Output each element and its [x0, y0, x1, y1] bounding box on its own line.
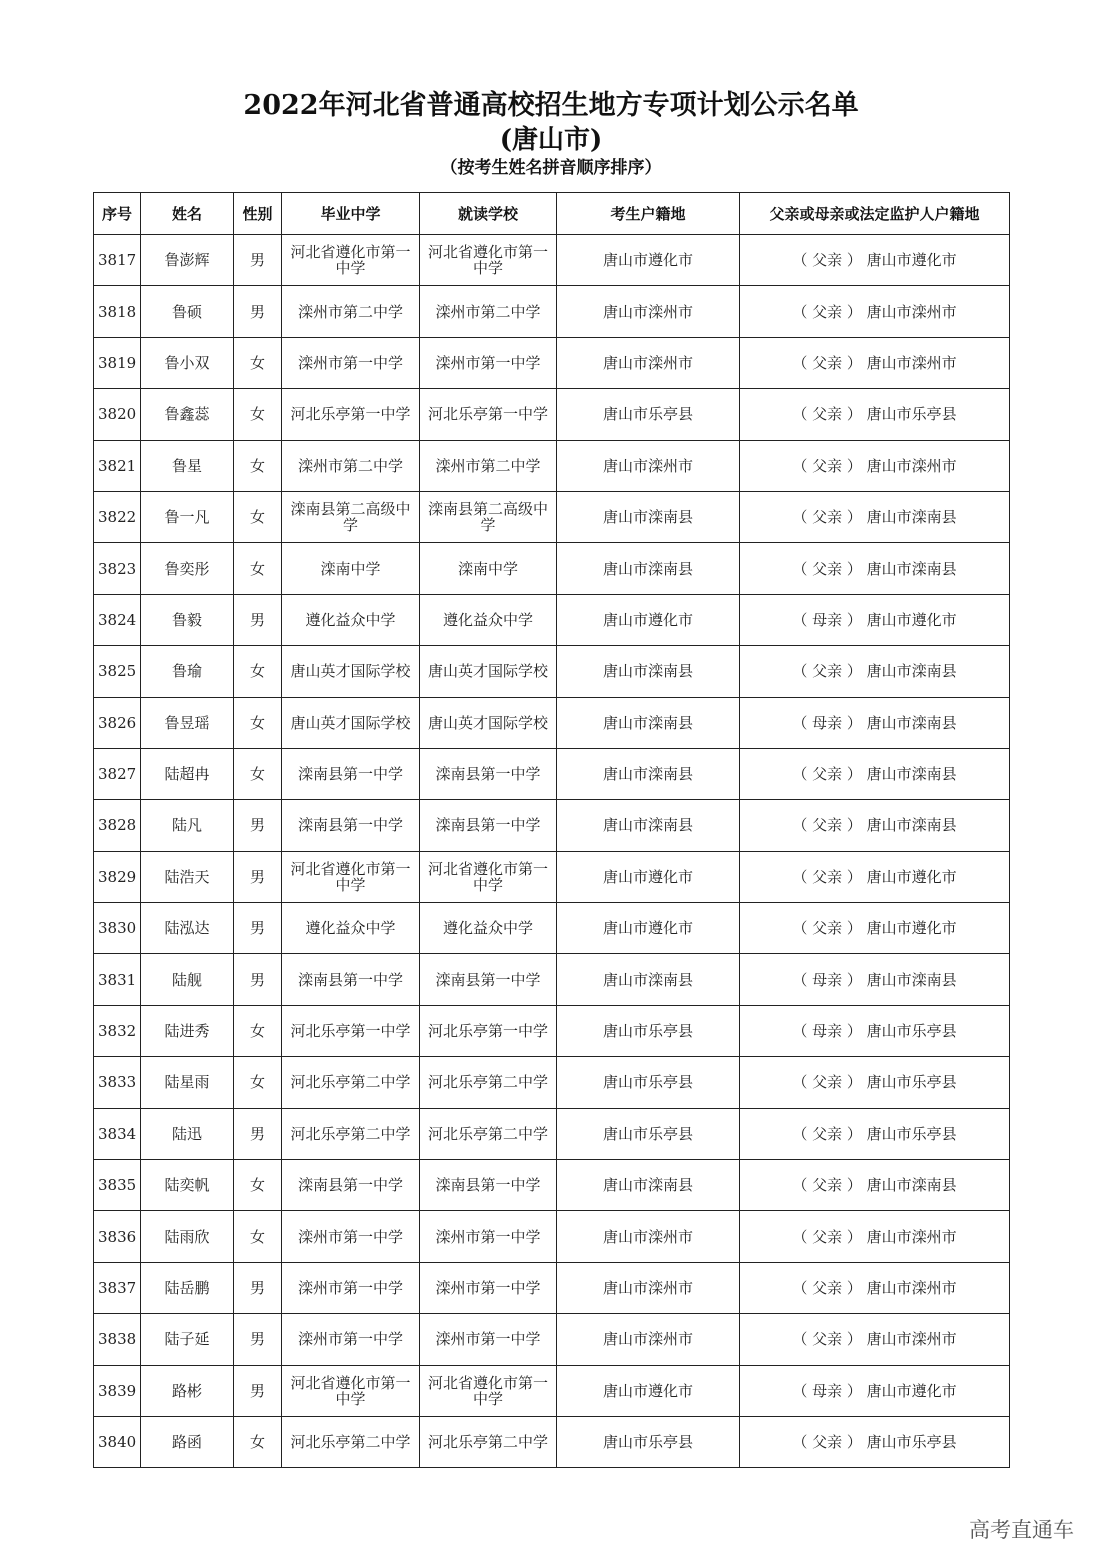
cell-household-registration: 唐山市遵化市: [557, 903, 740, 954]
cell-index: 3838: [94, 1314, 141, 1365]
cell-household-registration: 唐山市滦州市: [557, 1314, 740, 1365]
table-row: [94, 1005, 1010, 1056]
cell-name: 鲁鑫蕊: [141, 389, 234, 440]
cell-gender: 男: [234, 954, 282, 1005]
cell-graduated-school: 滦州市第一中学: [282, 1262, 420, 1313]
cell-guardian-registration: （ 父亲 ） 唐山市滦州市: [740, 1211, 1010, 1262]
cell-name: 陆岳鹏: [141, 1262, 234, 1313]
header-guardian-registration: 父亲或母亲或法定监护人户籍地: [740, 193, 1010, 235]
cell-household-registration: 唐山市遵化市: [557, 851, 740, 902]
cell-current-school: 滦州市第二中学: [420, 440, 557, 491]
table-row: [94, 594, 1010, 645]
cell-guardian-registration: （ 父亲 ） 唐山市滦州市: [740, 337, 1010, 388]
cell-graduated-school: 河北省遵化市第一中学: [282, 235, 420, 286]
cell-household-registration: 唐山市滦州市: [557, 286, 740, 337]
cell-graduated-school: 河北乐亭第二中学: [282, 1108, 420, 1159]
cell-guardian-registration: （ 父亲 ） 唐山市滦州市: [740, 286, 1010, 337]
cell-gender: 男: [234, 1108, 282, 1159]
cell-index: 3840: [94, 1416, 141, 1467]
cell-name: 陆子延: [141, 1314, 234, 1365]
table-row: [94, 1416, 1010, 1467]
cell-guardian-registration: （ 母亲 ） 唐山市遵化市: [740, 1365, 1010, 1416]
table-row: [94, 286, 1010, 337]
cell-index: 3837: [94, 1262, 141, 1313]
cell-gender: 女: [234, 1005, 282, 1056]
cell-household-registration: 唐山市滦南县: [557, 800, 740, 851]
cell-name: 鲁一凡: [141, 491, 234, 542]
cell-gender: 女: [234, 543, 282, 594]
cell-gender: 男: [234, 903, 282, 954]
cell-guardian-registration: （ 父亲 ） 唐山市遵化市: [740, 903, 1010, 954]
cell-current-school: 滦南县第一中学: [420, 748, 557, 799]
cell-index: 3839: [94, 1365, 141, 1416]
cell-name: 陆迅: [141, 1108, 234, 1159]
cell-graduated-school: 河北省遵化市第一中学: [282, 1365, 420, 1416]
sort-note: （按考生姓名拼音顺序排序）: [440, 158, 662, 178]
document-title: 2022年河北省普通高校招生地方专项计划公示名单: [243, 90, 859, 121]
cell-guardian-registration: （ 父亲 ） 唐山市乐亭县: [740, 1057, 1010, 1108]
header-graduated-school: 毕业中学: [282, 193, 420, 235]
cell-gender: 男: [234, 235, 282, 286]
table-row: [94, 440, 1010, 491]
table-row: [94, 903, 1010, 954]
table-row: [94, 235, 1010, 286]
cell-graduated-school: 滦州市第二中学: [282, 440, 420, 491]
cell-graduated-school: 滦南中学: [282, 543, 420, 594]
table-row: [94, 1160, 1010, 1211]
cell-current-school: 滦州市第一中学: [420, 1262, 557, 1313]
cell-gender: 男: [234, 1365, 282, 1416]
table-header-row: [94, 193, 1010, 235]
table-row: [94, 646, 1010, 697]
table-row: [94, 954, 1010, 1005]
cell-household-registration: 唐山市滦州市: [557, 337, 740, 388]
cell-gender: 女: [234, 389, 282, 440]
cell-household-registration: 唐山市滦州市: [557, 440, 740, 491]
cell-graduated-school: 河北省遵化市第一中学: [282, 851, 420, 902]
cell-name: 鲁星: [141, 440, 234, 491]
cell-name: 鲁小双: [141, 337, 234, 388]
cell-household-registration: 唐山市滦南县: [557, 748, 740, 799]
cell-name: 鲁毅: [141, 594, 234, 645]
admission-list-table: [93, 192, 1010, 1468]
cell-gender: 女: [234, 337, 282, 388]
cell-name: 陆浩天: [141, 851, 234, 902]
cell-guardian-registration: （ 母亲 ） 唐山市滦南县: [740, 697, 1010, 748]
cell-household-registration: 唐山市滦州市: [557, 1262, 740, 1313]
cell-gender: 女: [234, 646, 282, 697]
cell-graduated-school: 滦南县第一中学: [282, 1160, 420, 1211]
cell-guardian-registration: （ 父亲 ） 唐山市遵化市: [740, 235, 1010, 286]
cell-graduated-school: 滦南县第二高级中学: [282, 491, 420, 542]
cell-current-school: 滦南县第一中学: [420, 954, 557, 1005]
cell-graduated-school: 滦州市第一中学: [282, 337, 420, 388]
header-index: 序号: [94, 193, 141, 235]
cell-graduated-school: 滦南县第一中学: [282, 748, 420, 799]
cell-guardian-registration: （ 父亲 ） 唐山市乐亭县: [740, 1108, 1010, 1159]
cell-graduated-school: 滦南县第一中学: [282, 800, 420, 851]
cell-graduated-school: 滦南县第一中学: [282, 954, 420, 1005]
cell-index: 3836: [94, 1211, 141, 1262]
cell-current-school: 遵化益众中学: [420, 594, 557, 645]
cell-name: 陆雨欣: [141, 1211, 234, 1262]
cell-current-school: 遵化益众中学: [420, 903, 557, 954]
cell-index: 3832: [94, 1005, 141, 1056]
cell-guardian-registration: （ 父亲 ） 唐山市滦南县: [740, 543, 1010, 594]
cell-current-school: 河北乐亭第二中学: [420, 1108, 557, 1159]
cell-name: 陆凡: [141, 800, 234, 851]
cell-household-registration: 唐山市乐亭县: [557, 1005, 740, 1056]
cell-guardian-registration: （ 父亲 ） 唐山市遵化市: [740, 851, 1010, 902]
cell-index: 3833: [94, 1057, 141, 1108]
cell-guardian-registration: （ 父亲 ） 唐山市滦南县: [740, 800, 1010, 851]
cell-current-school: 河北乐亭第一中学: [420, 1005, 557, 1056]
cell-graduated-school: 唐山英才国际学校: [282, 697, 420, 748]
cell-name: 路彬: [141, 1365, 234, 1416]
cell-name: 陆星雨: [141, 1057, 234, 1108]
cell-index: 3819: [94, 337, 141, 388]
cell-graduated-school: 河北乐亭第二中学: [282, 1057, 420, 1108]
cell-index: 3820: [94, 389, 141, 440]
cell-guardian-registration: （ 母亲 ） 唐山市遵化市: [740, 594, 1010, 645]
table-row: [94, 491, 1010, 542]
cell-guardian-registration: （ 父亲 ） 唐山市滦南县: [740, 1160, 1010, 1211]
header-current-school: 就读学校: [420, 193, 557, 235]
cell-current-school: 唐山英才国际学校: [420, 646, 557, 697]
cell-current-school: 滦州市第一中学: [420, 337, 557, 388]
table-row: [94, 748, 1010, 799]
cell-household-registration: 唐山市滦南县: [557, 697, 740, 748]
cell-gender: 女: [234, 697, 282, 748]
cell-index: 3834: [94, 1108, 141, 1159]
cell-gender: 女: [234, 1211, 282, 1262]
cell-current-school: 滦南县第一中学: [420, 1160, 557, 1211]
cell-index: 3826: [94, 697, 141, 748]
table-row: [94, 851, 1010, 902]
cell-current-school: 河北乐亭第二中学: [420, 1416, 557, 1467]
cell-gender: 女: [234, 440, 282, 491]
cell-name: 鲁硕: [141, 286, 234, 337]
cell-household-registration: 唐山市滦南县: [557, 1160, 740, 1211]
cell-guardian-registration: （ 父亲 ） 唐山市滦南县: [740, 491, 1010, 542]
cell-graduated-school: 滦州市第二中学: [282, 286, 420, 337]
cell-current-school: 滦州市第二中学: [420, 286, 557, 337]
header-name: 姓名: [141, 193, 234, 235]
cell-household-registration: 唐山市遵化市: [557, 594, 740, 645]
table-row: [94, 1211, 1010, 1262]
cell-index: 3825: [94, 646, 141, 697]
cell-index: 3824: [94, 594, 141, 645]
cell-household-registration: 唐山市乐亭县: [557, 389, 740, 440]
cell-guardian-registration: （ 父亲 ） 唐山市滦南县: [740, 748, 1010, 799]
cell-index: 3830: [94, 903, 141, 954]
cell-current-school: 河北省遵化市第一中学: [420, 1365, 557, 1416]
cell-graduated-school: 滦州市第一中学: [282, 1314, 420, 1365]
cell-current-school: 滦南县第二高级中学: [420, 491, 557, 542]
cell-index: 3835: [94, 1160, 141, 1211]
cell-household-registration: 唐山市滦南县: [557, 543, 740, 594]
cell-current-school: 滦南县第一中学: [420, 800, 557, 851]
cell-gender: 男: [234, 1314, 282, 1365]
cell-name: 陆超冉: [141, 748, 234, 799]
cell-index: 3831: [94, 954, 141, 1005]
cell-guardian-registration: （ 母亲 ） 唐山市乐亭县: [740, 1005, 1010, 1056]
cell-graduated-school: 河北乐亭第一中学: [282, 389, 420, 440]
cell-gender: 男: [234, 800, 282, 851]
cell-household-registration: 唐山市遵化市: [557, 1365, 740, 1416]
cell-current-school: 河北乐亭第一中学: [420, 389, 557, 440]
cell-name: 鲁澎辉: [141, 235, 234, 286]
cell-index: 3822: [94, 491, 141, 542]
cell-household-registration: 唐山市滦州市: [557, 1211, 740, 1262]
cell-name: 鲁瑜: [141, 646, 234, 697]
table-row: [94, 389, 1010, 440]
cell-household-registration: 唐山市乐亭县: [557, 1108, 740, 1159]
header-household-registration: 考生户籍地: [557, 193, 740, 235]
cell-index: 3827: [94, 748, 141, 799]
cell-household-registration: 唐山市乐亭县: [557, 1057, 740, 1108]
city-title: (唐山市): [499, 125, 603, 155]
watermark-text: 高考直通车: [969, 1518, 1074, 1542]
table-row: [94, 543, 1010, 594]
cell-name: 鲁奕彤: [141, 543, 234, 594]
cell-current-school: 滦州市第一中学: [420, 1211, 557, 1262]
cell-gender: 女: [234, 748, 282, 799]
table-row: [94, 1365, 1010, 1416]
cell-household-registration: 唐山市遵化市: [557, 235, 740, 286]
cell-gender: 男: [234, 1262, 282, 1313]
cell-household-registration: 唐山市乐亭县: [557, 1416, 740, 1467]
table-row: [94, 1108, 1010, 1159]
cell-current-school: 滦州市第一中学: [420, 1314, 557, 1365]
cell-index: 3829: [94, 851, 141, 902]
cell-gender: 女: [234, 1416, 282, 1467]
cell-name: 陆奕帆: [141, 1160, 234, 1211]
cell-guardian-registration: （ 父亲 ） 唐山市乐亭县: [740, 389, 1010, 440]
table-row: [94, 697, 1010, 748]
cell-guardian-registration: （ 父亲 ） 唐山市滦州市: [740, 440, 1010, 491]
cell-household-registration: 唐山市滦南县: [557, 491, 740, 542]
header-gender: 性别: [234, 193, 282, 235]
cell-guardian-registration: （ 母亲 ） 唐山市滦南县: [740, 954, 1010, 1005]
cell-gender: 女: [234, 1057, 282, 1108]
cell-gender: 男: [234, 851, 282, 902]
cell-current-school: 滦南中学: [420, 543, 557, 594]
cell-graduated-school: 河北乐亭第一中学: [282, 1005, 420, 1056]
cell-name: 鲁昱瑶: [141, 697, 234, 748]
cell-graduated-school: 遵化益众中学: [282, 594, 420, 645]
cell-household-registration: 唐山市滦南县: [557, 954, 740, 1005]
cell-current-school: 唐山英才国际学校: [420, 697, 557, 748]
cell-graduated-school: 遵化益众中学: [282, 903, 420, 954]
cell-household-registration: 唐山市滦南县: [557, 646, 740, 697]
table-row: [94, 1057, 1010, 1108]
cell-current-school: 河北省遵化市第一中学: [420, 851, 557, 902]
cell-index: 3828: [94, 800, 141, 851]
cell-graduated-school: 唐山英才国际学校: [282, 646, 420, 697]
cell-index: 3821: [94, 440, 141, 491]
table-row: [94, 800, 1010, 851]
cell-name: 陆进秀: [141, 1005, 234, 1056]
cell-index: 3818: [94, 286, 141, 337]
cell-graduated-school: 河北乐亭第二中学: [282, 1416, 420, 1467]
cell-index: 3823: [94, 543, 141, 594]
cell-guardian-registration: （ 父亲 ） 唐山市滦州市: [740, 1262, 1010, 1313]
cell-gender: 女: [234, 491, 282, 542]
table-row: [94, 1262, 1010, 1313]
table-row: [94, 1314, 1010, 1365]
cell-index: 3817: [94, 235, 141, 286]
cell-guardian-registration: （ 父亲 ） 唐山市乐亭县: [740, 1416, 1010, 1467]
cell-guardian-registration: （ 父亲 ） 唐山市滦州市: [740, 1314, 1010, 1365]
cell-name: 陆舰: [141, 954, 234, 1005]
cell-current-school: 河北省遵化市第一中学: [420, 235, 557, 286]
table-row: [94, 337, 1010, 388]
cell-current-school: 河北乐亭第二中学: [420, 1057, 557, 1108]
cell-graduated-school: 滦州市第一中学: [282, 1211, 420, 1262]
cell-gender: 男: [234, 286, 282, 337]
cell-gender: 女: [234, 1160, 282, 1211]
cell-name: 路函: [141, 1416, 234, 1467]
cell-guardian-registration: （ 父亲 ） 唐山市滦南县: [740, 646, 1010, 697]
cell-name: 陆泓达: [141, 903, 234, 954]
cell-gender: 男: [234, 594, 282, 645]
